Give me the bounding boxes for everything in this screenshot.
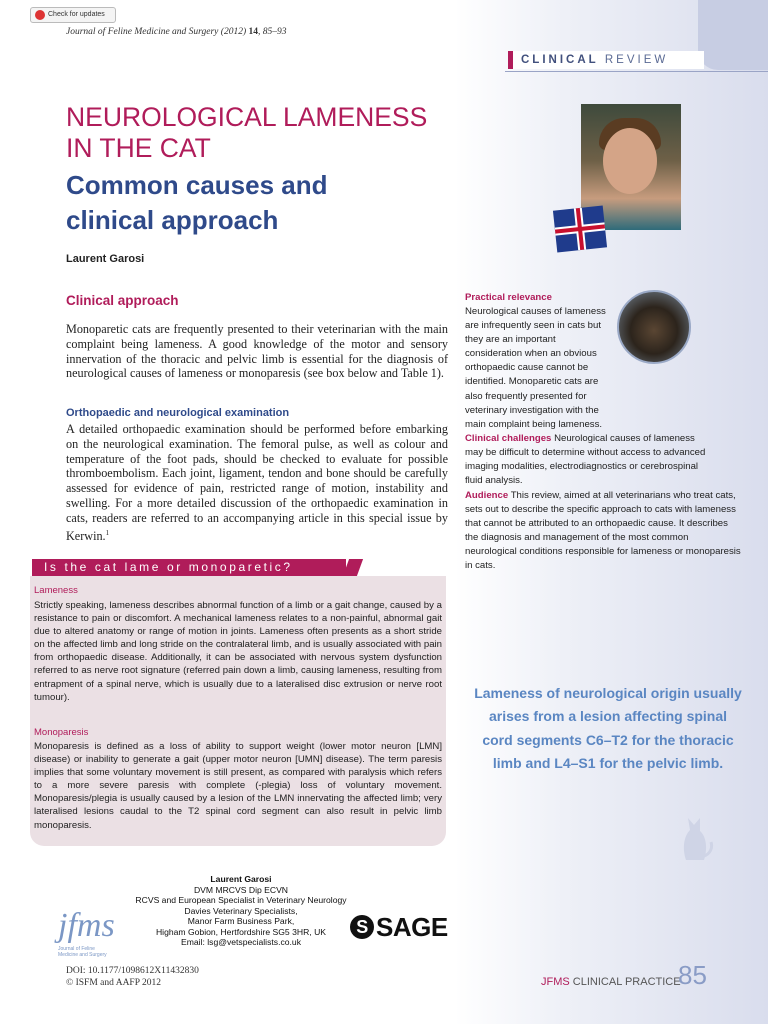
challenges-label: Clinical challenges (465, 433, 552, 444)
affil-email[interactable]: Email: lsg@vetspecialists.co.uk (180, 937, 301, 947)
check-updates-label: Check for updates (48, 11, 105, 18)
section-tag-light: REVIEW (604, 54, 669, 66)
lameness-heading: Lameness (34, 585, 78, 596)
journal-name: Journal of Feline Medicine and Surgery (66, 27, 219, 37)
box-title: Is the cat lame or monoparetic? (32, 559, 346, 576)
audience-text: This review, aimed at all veterinarians who treat cats, sets out to describe the specific approach to cats with lameness that cannot be attributed to an orthopaedic cause. It describes the diagnosis and management of the most common neurological conditions responsible for lameness or monoparesis in cats. (465, 490, 741, 572)
jfms-logo-text: jfms (58, 907, 115, 944)
title-line-2: IN THE CAT (66, 133, 211, 163)
copyright: © ISFM and AAFP 2012 (66, 977, 162, 988)
section-heading: Clinical approach (66, 293, 179, 308)
footer-tag-rest: CLINICAL PRACTICE (572, 976, 681, 988)
affil-degrees: DVM MRCVS Dip ECVN (193, 884, 289, 895)
intro-paragraph: Monoparetic cats are frequently presented to their veterinarian with the main complaint being lameness. A good knowledge of the motor and sensory innervation of the thoracic and pelvic limb is essential for the diagnosis of neurological causes of lameness or monoparesis (see box below and Table 1). (66, 322, 448, 381)
jfms-logo (58, 906, 118, 962)
crossmark-icon (35, 10, 45, 20)
journal-pages: , 85–93 (257, 27, 287, 37)
sage-s-icon: S (350, 915, 374, 939)
journal-year: (2012) (220, 27, 247, 37)
footer-tag (541, 976, 681, 988)
article-subtitle (66, 168, 466, 238)
practical-relevance (465, 291, 615, 305)
section-tag-bold: CLINICAL (521, 54, 599, 66)
doi[interactable]: DOI: 10.1177/1098612X11432830 (66, 966, 199, 976)
affil-org: Davies Veterinary Specialists, (184, 905, 298, 916)
author-name: Laurent Garosi (66, 253, 145, 265)
exam-paragraph-text: A detailed orthopaedic examination should be performed before embarking on the neurological examination. The femoral pulse, as well as colour and temperature of the foot pads, should be checked to evaluate for possible thromboembolism. Each joint, ligament, tendon and bone should be carefully assessed for evidence of pain, restricted range of motion, instability and swelling. For a more detailed discussion of the orthopaedic examination in cats, readers are referred to an accompanying article in this special issue by Kerwin. (66, 422, 448, 543)
subheading: Orthopaedic and neurological examination (66, 407, 290, 419)
sage-logo-text: SAGE (376, 912, 448, 942)
relevance-text-top (465, 305, 615, 432)
article-title (66, 102, 486, 164)
challenges-text: Neurological causes of lameness may be difficult to determine without access to advanced imaging modalities, electrodiagnostics or cerebrospinal fluid analysis. (465, 433, 706, 487)
cat-silhouette-icon (676, 810, 714, 860)
affil-name: Laurent Garosi (210, 874, 272, 884)
check-for-updates-button[interactable] (30, 7, 116, 23)
jfms-logo-sub2: Medicine and Surgery (58, 952, 107, 958)
journal-reference (66, 27, 286, 37)
monoparesis-heading: Monoparesis (34, 727, 89, 738)
lameness-text: Strictly speaking, lameness describes abnormal function of a limb or a gait change, caused by a resistance to pain or discomfort. A mechanical lameness relates to a non-painful, abnormal gait due to altered anatomy or range of motion in joints. Lameness often presents as a short stride on the affected limb and long stride on the contralateral limb, and is usually associated with pain from orthopaedic disease. Additionally, it can be associated with nervous system dysfunction referred to as nerve root signature (referred pain down a limb, causing lameness, resulting from entrapment of a spinal nerve, which is usually due to a lateralised disc extrusion or nerve root tumour). (34, 600, 442, 703)
clinical-challenges (465, 432, 715, 488)
title-line-1: NEUROLOGICAL LAMENESS (66, 102, 428, 132)
subtitle-line-1: Common causes and (66, 170, 328, 200)
relevance-text: Neurological causes of lameness are infrequently seen in cats but they are an important consideration when an obvious orthopaedic cause cannot be identified. Monoparetic cats are also frequently presented for veterinary investigation with the main complaint being lameness. (465, 306, 606, 430)
doi-block (66, 966, 199, 989)
section-tag (508, 51, 704, 69)
audience-label: Audience (465, 490, 509, 501)
subtitle-line-2: clinical approach (66, 205, 279, 235)
relevance-label: Practical relevance (465, 292, 552, 303)
citation-ref[interactable]: 1 (105, 528, 110, 537)
audience (465, 489, 741, 574)
jfms-logo-sub1: Journal of Feline (58, 946, 95, 952)
footer-brand: JFMS (541, 976, 570, 988)
affil-title: RCVS and European Specialist in Veterinary Neurology (135, 895, 347, 905)
sage-logo (350, 912, 448, 943)
cat-silhouette-icon (698, 0, 768, 70)
pull-quote: Lameness of neurological origin usually arises from a lesion affecting spinal cord segments C6–T2 for the thoracic limb and L4–S1 for the pelvic limb. (474, 685, 742, 771)
author-face (603, 128, 657, 194)
author-affiliation (118, 874, 364, 948)
section-rule (505, 71, 768, 72)
monoparesis-text: Monoparesis is defined as a loss of ability to support weight (lower motor neuron [LMN] disease) or inability to generate a gait (upper motor neuron [UMN] disease). The term paresis implies that some voluntary movement is still present, as compared with paralysis which refers to a more severe paresis with complete (-plegia) loss of voluntary movement. Monoparesis/plegia is usually caused by a lesion of the LMN innervating the affected limb; very lateralised lesions caudal to the T2 spinal cord segment can also result in pelvic limb monoparesis. (34, 741, 442, 831)
affil-address-2: Higham Gobion, Hertfordshire SG5 3HR, UK (155, 926, 327, 937)
page-number: 85 (678, 960, 707, 990)
exam-paragraph (66, 422, 448, 543)
cat-photo (617, 290, 691, 364)
uk-flag-icon (553, 206, 607, 253)
affil-address-1: Manor Farm Business Park, (187, 916, 295, 926)
journal-volume: 14 (248, 27, 258, 37)
